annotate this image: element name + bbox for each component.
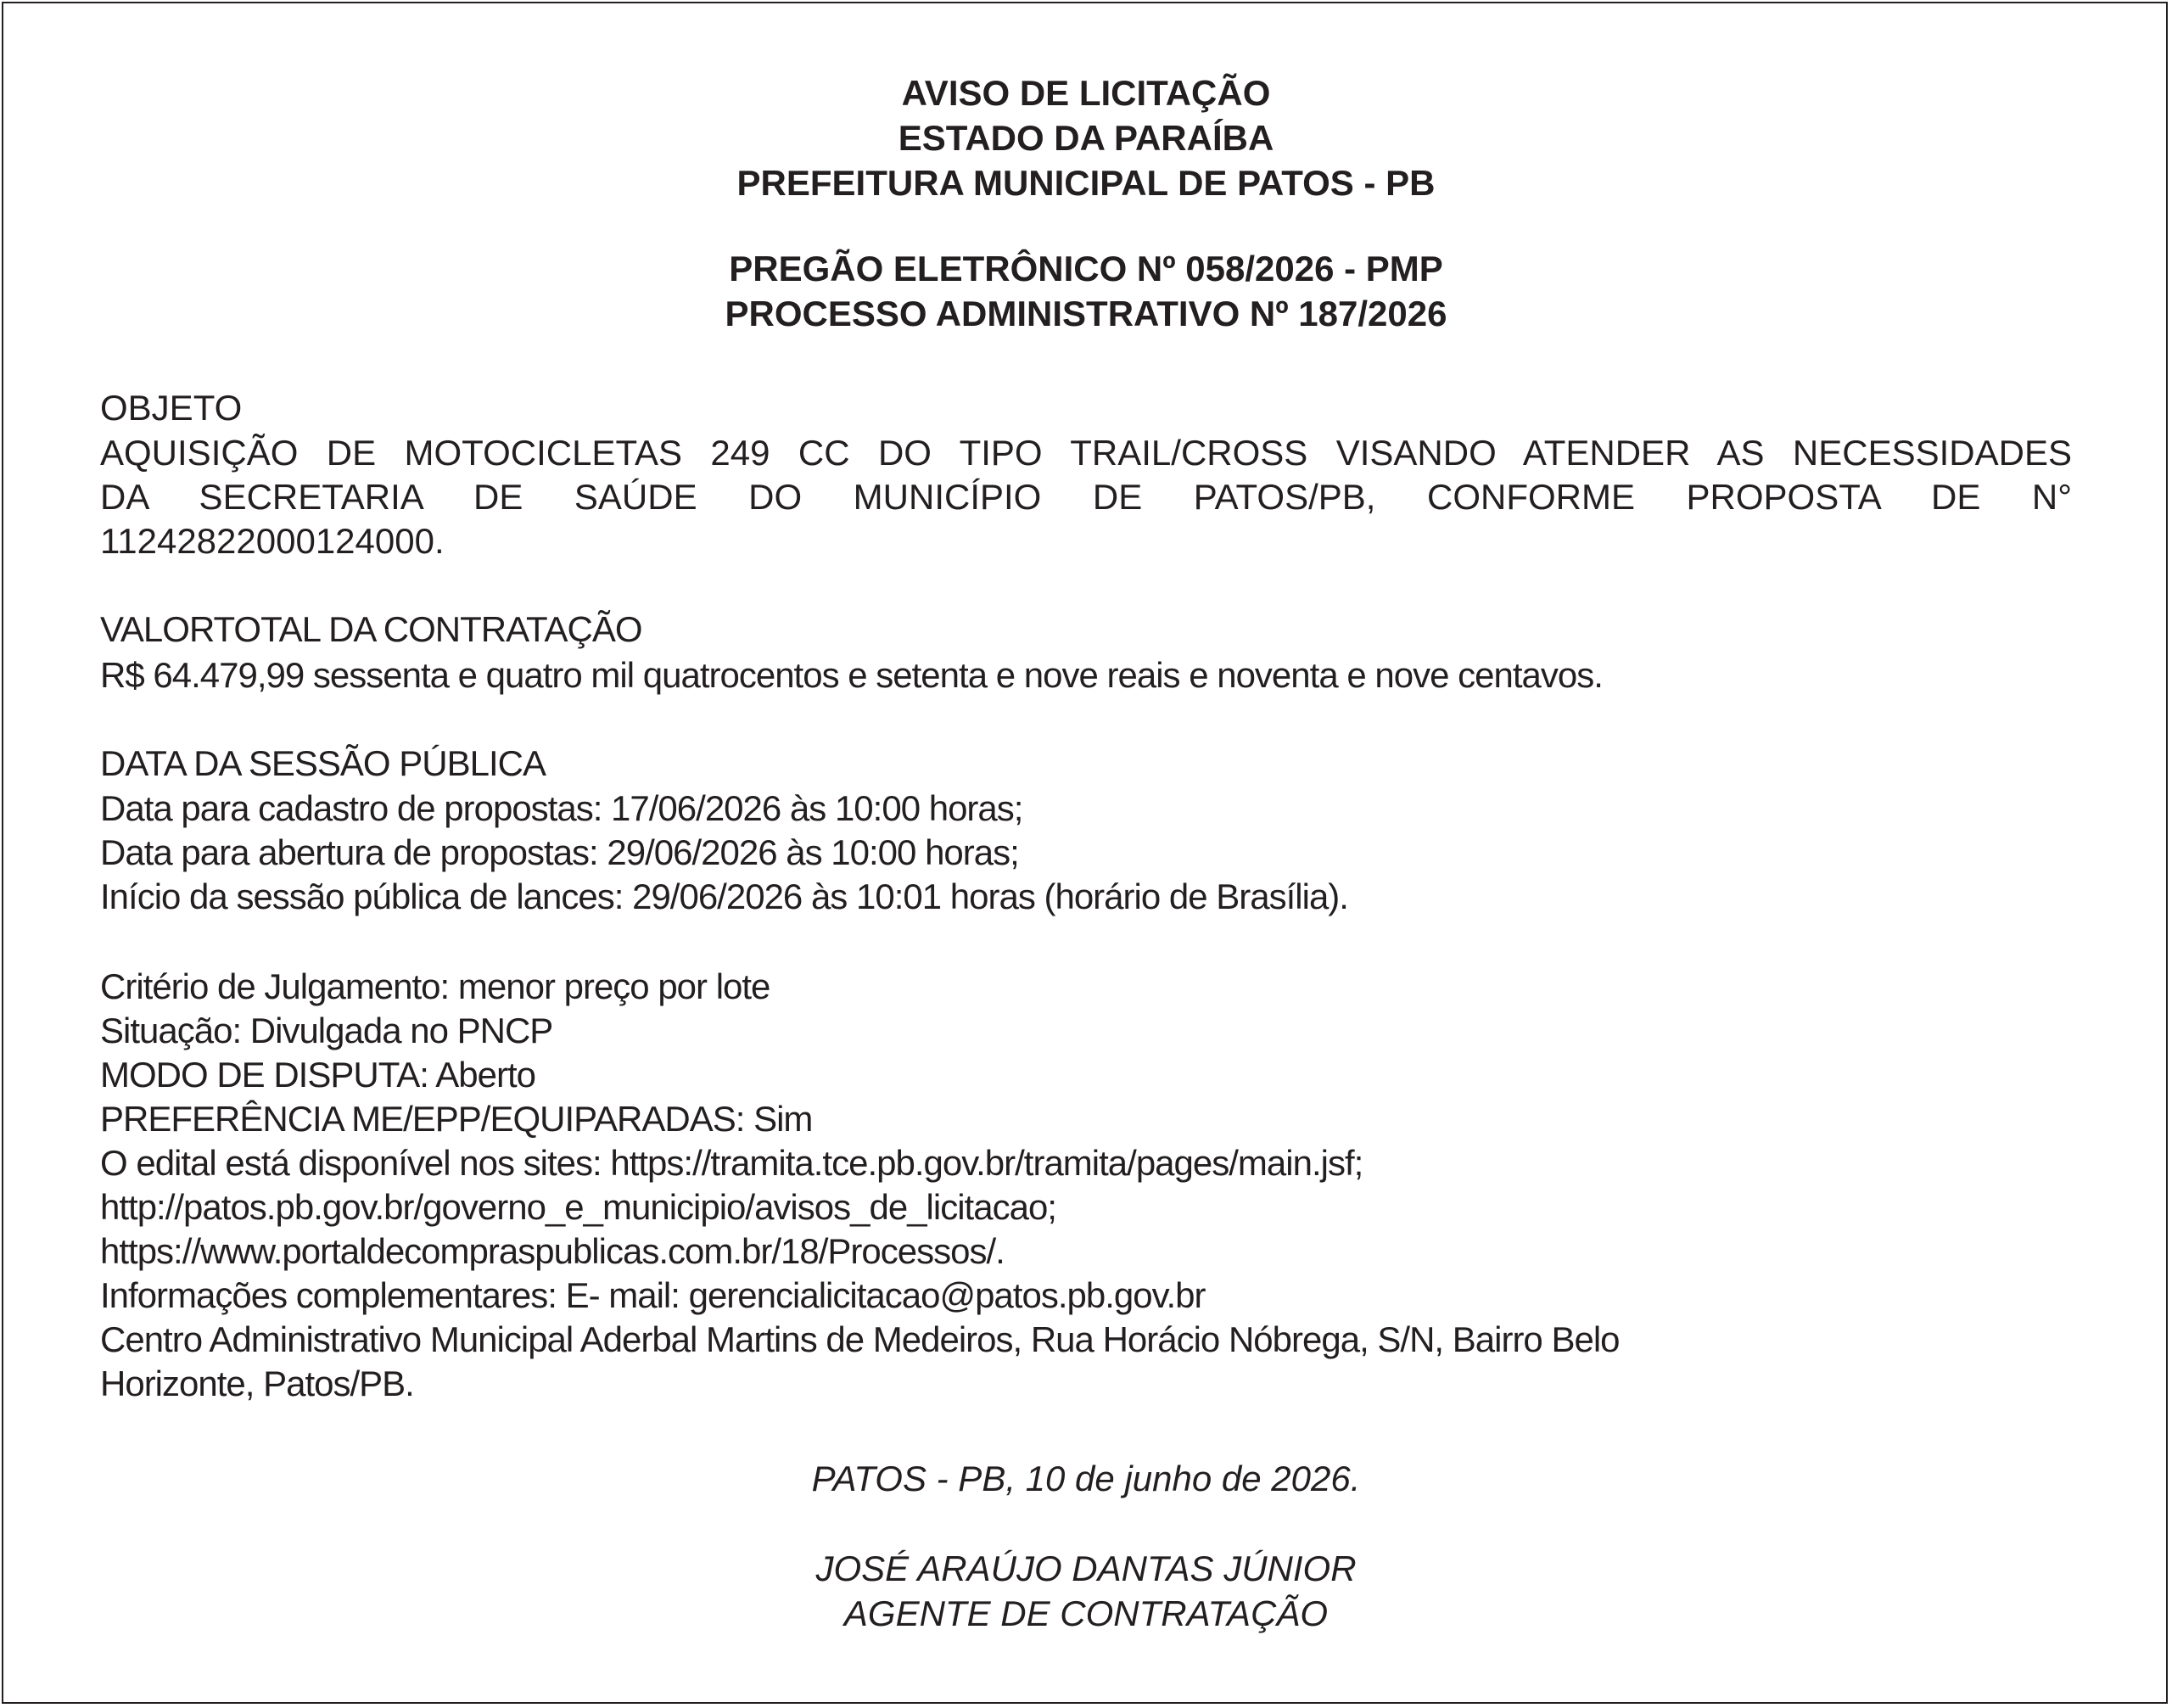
sessao-lances: Início da sessão pública de lances: 29/06/2026 às 10:01 horas (horário de Brasília). <box>100 876 1348 916</box>
objeto-line-2: DA SECRETARIA DE SAÚDE DO MUNICÍPIO DE PATOS/PB, CONFORME PROPOSTA DE N° <box>100 477 2072 517</box>
state-name: ESTADO DA PARAÍBA <box>898 118 1274 158</box>
sessao-cadastro: Data para cadastro de propostas: 17/06/2026 às 10:00 horas; <box>100 788 1023 828</box>
modo-disputa: MODO DE DISPUTA: Aberto <box>100 1055 536 1095</box>
objeto-heading: OBJETO <box>100 388 243 428</box>
email-info: Informações complementares: E- mail: gerencialicitacao@patos.pb.gov.br <box>100 1275 1206 1315</box>
valor-heading: VALORTOTAL DA CONTRATAÇÃO <box>100 609 642 649</box>
situacao: Situação: Divulgada no PNCP <box>100 1011 553 1050</box>
objeto-line-1: AQUISIÇÃO DE MOTOCICLETAS 249 CC DO TIPO TRAIL/CROSS VISANDO ATENDER AS NECESSIDADES <box>100 433 2072 473</box>
address-line-1: Centro Administrativo Municipal Aderbal Martins de Medeiros, Rua Horácio Nóbrega, S/N, Bairro Belo <box>100 1319 1620 1359</box>
pregao-number: PREGÃO ELETRÔNICO Nº 058/2026 - PMP <box>729 249 1443 288</box>
objeto-line-3: 11242822000124000. <box>100 521 445 561</box>
notice-title: AVISO DE LICITAÇÃO <box>901 73 1271 113</box>
criterio-julgamento: Critério de Julgamento: menor preço por lote <box>100 966 770 1006</box>
valor-text: R$ 64.479,99 sessenta e quatro mil quatrocentos e setenta e nove reais e noventa e nove centavos. <box>100 655 1603 695</box>
signatory-role: AGENTE DE CONTRATAÇÃO <box>843 1593 1329 1633</box>
place-date: PATOS - PB, 10 de junho de 2026. <box>811 1459 1361 1498</box>
process-number: PROCESSO ADMINISTRATIVO Nº 187/2026 <box>725 294 1447 333</box>
signatory-name: JOSÉ ARAÚJO DANTAS JÚNIOR <box>815 1548 1357 1588</box>
preferencia: PREFERÊNCIA ME/EPP/EQUIPARADAS: Sim <box>100 1099 813 1139</box>
sessao-abertura: Data para abertura de propostas: 29/06/2026 às 10:00 horas; <box>100 832 1019 872</box>
municipality-name: PREFEITURA MUNICIPAL DE PATOS - PB <box>736 163 1436 203</box>
edital-sites: O edital está disponível nos sites: https://tramita.tce.pb.gov.br/tramita/pages/main.jsf; <box>100 1143 1363 1183</box>
site-portal: https://www.portaldecompraspublicas.com.br/18/Processos/. <box>100 1231 1005 1271</box>
address-line-2: Horizonte, Patos/PB. <box>100 1364 414 1403</box>
sessao-heading: DATA DA SESSÃO PÚBLICA <box>100 743 546 783</box>
site-patos: http://patos.pb.gov.br/governo_e_municipio/avisos_de_licitacao; <box>100 1187 1056 1227</box>
